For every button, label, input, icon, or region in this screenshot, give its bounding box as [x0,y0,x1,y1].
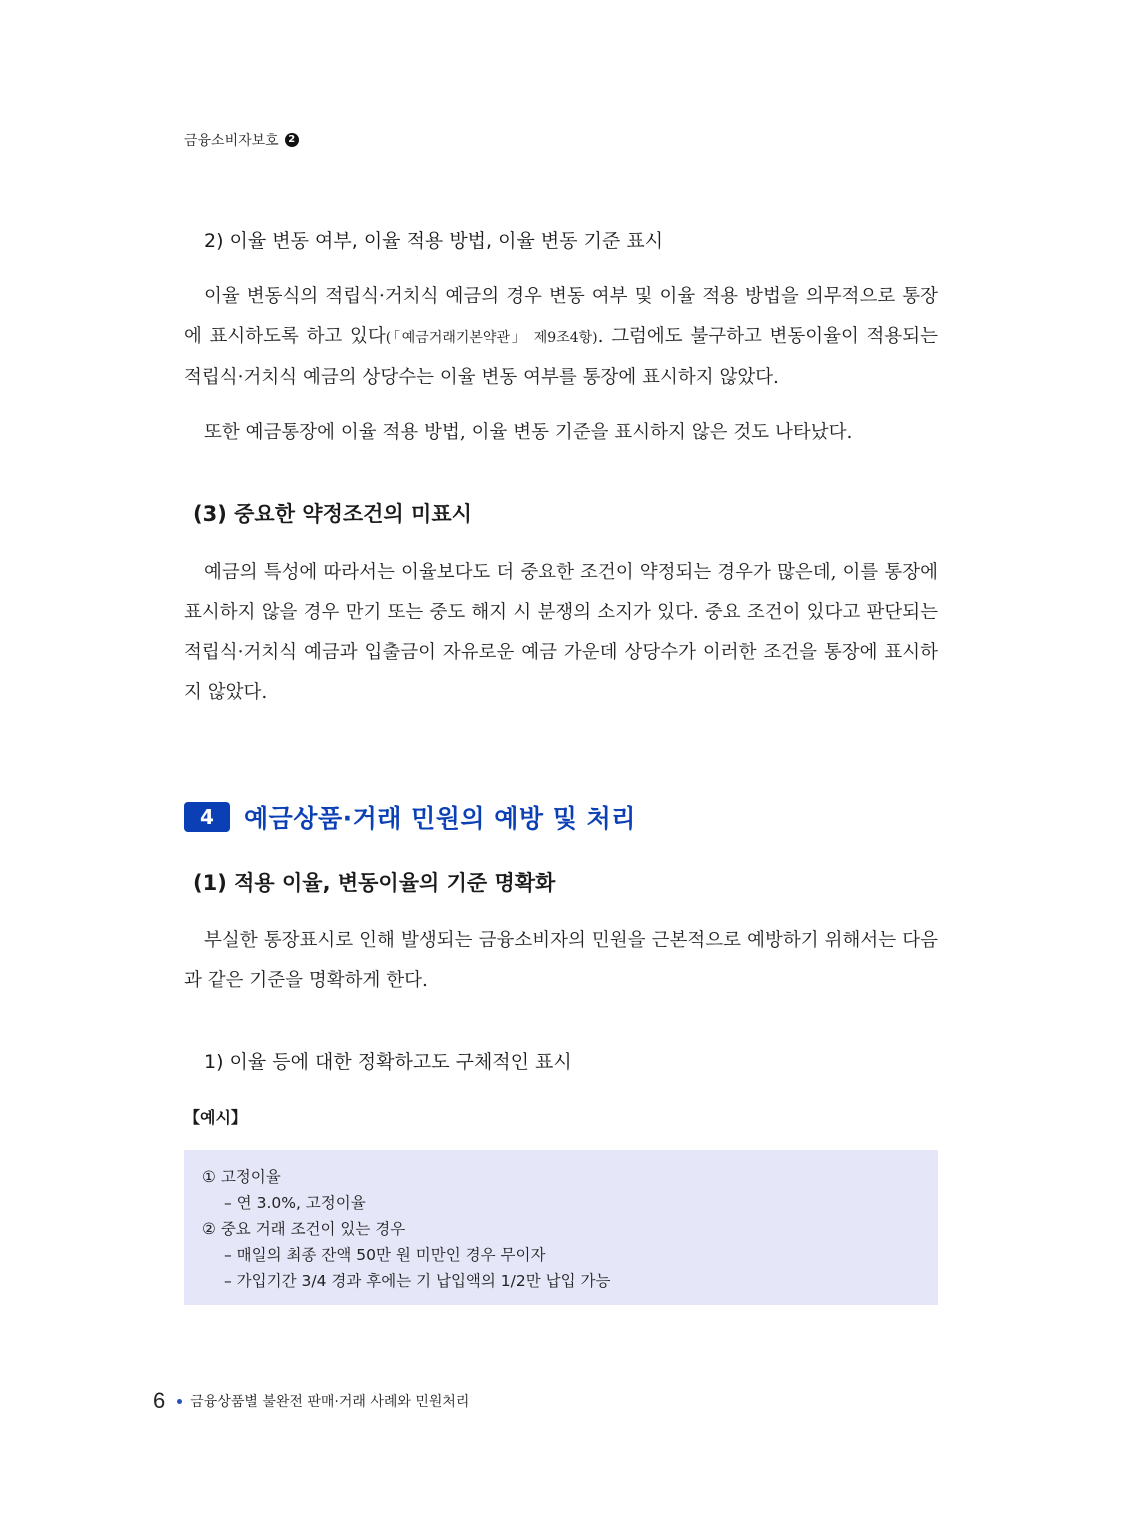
page-number: 6 [153,1388,166,1413]
section-heading-rate-criteria: (1) 적용 이율, 변동이율의 기준 명확화 [193,871,556,895]
running-header-title: 금융소비자보호 [184,133,279,149]
section-heading-important-terms: (3) 중요한 약정조건의 미표시 [193,502,472,526]
subsection-heading-interest-display: 2) 이율 변동 여부, 이율 적용 방법, 이율 변동 기준 표시 [204,230,664,252]
example-detail: – 가입기간 3/4 경과 후에는 기 납입액의 1/2만 납입 가능 [224,1272,611,1290]
example-detail: – 연 3.0%, 고정이율 [224,1194,366,1212]
bullet-dot-icon [177,1399,182,1404]
example-item-important-terms: ② 중요 거래 조건이 있는 경우 [202,1220,406,1238]
example-detail: – 매일의 최종 잔액 50만 원 미만인 경우 무이자 [224,1246,546,1264]
chapter-number-badge: 2 [285,133,299,147]
paragraph-important-terms: 예금의 특성에 따라서는 이율보다도 더 중요한 조건이 약정되는 경우가 많은데, 이를 통장에 표시하지 않을 경우 만기 또는 중도 해지 시 분쟁의 소지가 있다. 중요 조건이 있다고 판단되는 적립식·거치식 예금과 입출금이 자유로운 예금 가운데 상당수가 이러한 조건을 통장에 표시하지 않았다. [184,562,938,703]
running-header [184,130,299,150]
paragraph-interest-variation [184,277,938,398]
terms-reference: (「예금거래기본약관」 제9조4항) [385,330,598,346]
subsection-heading-accurate-display: 1) 이율 등에 대한 정확하고도 구체적인 표시 [204,1051,572,1073]
section-number-badge: 4 [184,802,230,832]
section-4-heading [184,799,636,835]
example-label: 【예시】 [184,1108,247,1127]
section-title: 예금상품·거래 민원의 예방 및 처리 [244,804,636,833]
footer-book-title: 금융상품별 불완전 판매·거래 사례와 민원처리 [190,1394,470,1410]
page-footer [153,1388,469,1414]
paragraph-interest-variation-text-1: 이율 변동식의 적립식·거치식 예금의 경우 변동 여부 및 이율 적용 방법을 의무적으로 통장에 표시하도록 하고 있다 [184,286,938,347]
paragraph-interest-variation-text-2: . 그럼에도 불구하고 변동이율이 적용되는 적립식·거치식 예금의 상당수는 이율 변동 여부를 통장에 표시하지 않았다. [184,326,939,388]
example-box [184,1150,938,1305]
example-item-fixed-rate: ① 고정이율 [202,1168,281,1186]
paragraph-rate-criteria: 부실한 통장표시로 인해 발생되는 금융소비자의 민원을 근본적으로 예방하기 위해서는 다음과 같은 기준을 명확하게 한다. [184,930,938,991]
paragraph-interest-method: 또한 예금통장에 이율 적용 방법, 이율 변동 기준을 표시하지 않은 것도 나타났다. [204,422,853,443]
